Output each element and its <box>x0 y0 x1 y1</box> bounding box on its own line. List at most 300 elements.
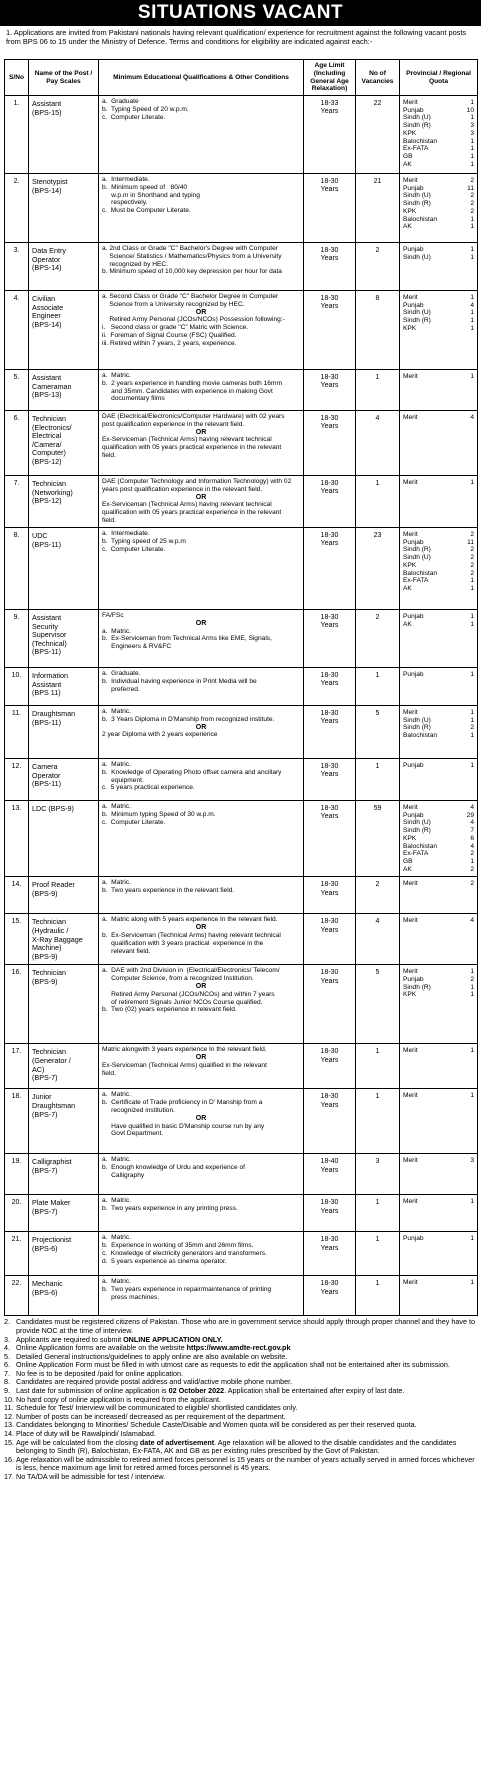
row-age-limit: 18-30 Years <box>304 528 356 610</box>
quota-region: Sindh (R) <box>403 122 431 130</box>
quota-count: 1 <box>470 317 474 325</box>
row-vacancies: 23 <box>356 528 400 610</box>
qualification-line: b. Minimum speed of 10,000 key depression per hour for data <box>102 268 282 276</box>
note-text-part: . Age relaxation will be allowed to the disable candidates and the candidates belonging to Sindh (R), Balochistan, Ex-FATA, AK and GB as per existing rules prescribed by the Govt of Pakistan. <box>16 1437 457 1456</box>
qualification-line: Ex-Serviceman (Technical Arms) qualified in the relevant field. <box>102 1061 267 1077</box>
qualification-line: ii. Foreman of Signal Course (FSC) Qualified. <box>102 331 237 339</box>
quota-count: 11 <box>467 184 474 192</box>
row-sno: 11. <box>5 706 29 759</box>
quota-region: Sindh (R) <box>403 546 431 554</box>
row-quota <box>400 1089 478 1154</box>
header-quota: Provincial / Regional Quota <box>400 60 478 96</box>
quota-count: 4 <box>470 842 474 850</box>
note-number: 3. <box>4 1334 10 1344</box>
quota-region: Ex-FATA <box>403 850 429 858</box>
row-post-name: Data Entry Operator (BPS-14) <box>29 243 99 291</box>
table-row <box>5 668 478 706</box>
quota-region: GB <box>403 152 413 160</box>
quota-count: 1 <box>470 253 474 261</box>
quota-count: 1 <box>470 577 474 585</box>
row-quota <box>400 1154 478 1195</box>
quota-entry <box>403 161 474 169</box>
quota-region: KPK <box>403 561 417 569</box>
table-row <box>5 1044 478 1089</box>
qualification-line: i. Second class or grade "C" Matric with Science. <box>102 324 249 332</box>
quota-entry <box>403 223 474 231</box>
quota-count: 1 <box>470 309 474 317</box>
row-qualifications <box>99 1089 304 1154</box>
quota-entry <box>403 153 474 161</box>
row-age-limit: 18-30 Years <box>304 1089 356 1154</box>
note-number: 11. <box>4 1403 14 1413</box>
note-text-part: Last date for submission of online application is <box>16 1386 169 1396</box>
row-qualifications <box>99 528 304 610</box>
row-sno: 8. <box>5 528 29 610</box>
quota-entry <box>403 208 474 216</box>
note-text-part: Place of duty will be Rawalpindi/ Islamabad. <box>16 1429 156 1439</box>
qualification-or: OR <box>195 428 207 436</box>
row-post-name: Assistant Security Supervisor (Technical) (BPS-11) <box>29 610 99 668</box>
table-row <box>5 96 478 174</box>
row-post-name: Technician (BPS-9) <box>29 965 99 1044</box>
row-post-name: Mechanic (BPS-6) <box>29 1276 99 1316</box>
header-age-limit: Age Limit (Including General Age Relaxation) <box>304 60 356 96</box>
qualification-line: b. Knowledge of Operating Photo offset camera and ancillary equipment. <box>102 768 282 784</box>
quota-entry <box>403 309 474 317</box>
quota-region: AK <box>403 160 412 168</box>
notes-list <box>0 1316 481 1481</box>
quota-region: Merit <box>403 99 418 106</box>
quota-entry <box>403 325 474 333</box>
qualification-line: b. Ex-Serviceman from Technical Arms like EME, Signals, Engineers & RV&FC <box>102 635 272 651</box>
qualification-line: a. Intermediate. <box>102 176 150 183</box>
qualification-line: a. Matric. <box>102 627 131 635</box>
vacancy-table <box>4 59 478 1316</box>
quota-entry <box>403 917 474 925</box>
table-row <box>5 411 478 476</box>
row-quota <box>400 914 478 965</box>
qualification-line: b. Minimum typing Speed of 30 w.p.m. <box>102 810 216 818</box>
row-qualifications <box>99 610 304 668</box>
note-number: 7. <box>4 1368 10 1378</box>
row-vacancies: 1 <box>356 1195 400 1232</box>
note-number: 8. <box>4 1377 10 1387</box>
quota-count: 1 <box>470 1279 474 1287</box>
note-emphasis: ONLINE APPLICATION ONLY. <box>123 1334 223 1344</box>
row-sno: 7. <box>5 476 29 528</box>
quota-region: KPK <box>403 834 417 842</box>
note-number: 13. <box>4 1420 14 1430</box>
qualification-line: c. Computer Literate. <box>102 113 166 121</box>
row-sno: 12. <box>5 759 29 801</box>
quota-region: Sindh (U) <box>403 253 431 261</box>
note-number: 6. <box>4 1360 10 1370</box>
quota-count: 1 <box>470 160 474 168</box>
qualification-line: a. Matric. <box>102 1197 131 1205</box>
quota-region: Merit <box>403 294 418 301</box>
quota-entry <box>403 671 474 679</box>
table-row <box>5 706 478 759</box>
quota-count: 1 <box>470 709 474 716</box>
quota-entry <box>403 531 474 539</box>
quota-region: Punjab <box>403 811 424 819</box>
quota-region: AK <box>403 865 412 873</box>
row-vacancies: 1 <box>356 1044 400 1089</box>
note-number: 16. <box>4 1454 14 1464</box>
note-text-part: Age relaxation will be admissible to retired armed forces personnel is 15 years or the number of years actually served in armed forces whichever is less, hence maximum age limit for retired armed forces personnel is 45 years. <box>16 1454 475 1473</box>
qualification-line: a. Matric. <box>102 761 131 768</box>
quota-region: Punjab <box>403 301 424 309</box>
quota-region: Merit <box>403 804 418 811</box>
row-qualifications <box>99 243 304 291</box>
quota-entry <box>403 570 474 578</box>
quota-count: 2 <box>470 976 474 984</box>
row-post-name: Draughtsman (BPS-11) <box>29 706 99 759</box>
row-quota <box>400 243 478 291</box>
header-qualifications: Minimum Educational Qualifications & Other Conditions <box>99 60 304 96</box>
row-age-limit: 18-30 Years <box>304 291 356 370</box>
quota-region: Punjab <box>403 538 424 546</box>
quota-count: 4 <box>470 301 474 309</box>
quota-count: 1 <box>470 137 474 145</box>
row-sno: 20. <box>5 1195 29 1232</box>
quota-entry <box>403 850 474 858</box>
note-text <box>16 1439 477 1456</box>
row-age-limit: 18-30 Years <box>304 914 356 965</box>
quota-count: 2 <box>470 531 474 538</box>
row-age-limit: 18-30 Years <box>304 801 356 877</box>
quota-region: Merit <box>403 373 418 380</box>
quota-entry <box>403 1198 474 1206</box>
qualification-line: b. Typing Speed of 20 w.p.m. <box>102 105 189 113</box>
quota-region: Sindh (R) <box>403 827 431 835</box>
quota-entry <box>403 554 474 562</box>
qualification-or: OR <box>195 1054 207 1062</box>
quota-entry <box>403 984 474 992</box>
note-number: 17. <box>4 1472 14 1482</box>
quota-count: 1 <box>470 716 474 724</box>
row-age-limit: 18-30 Years <box>304 1044 356 1089</box>
qualification-line: c. Knowledge of electricity generators and transformers. <box>102 1249 267 1257</box>
quota-entry <box>403 107 474 115</box>
table-row <box>5 1276 478 1316</box>
quota-count: 1 <box>470 1047 474 1055</box>
row-qualifications <box>99 1232 304 1276</box>
row-sno: 16. <box>5 965 29 1044</box>
note-text-part: Online Application forms are available on the website <box>16 1343 187 1353</box>
note-text-part: Candidates belonging to Minorities/ Schedule Caste/Disable and Women quota will be considered as per their reserved quota. <box>16 1420 417 1430</box>
quota-entry <box>403 880 474 888</box>
quota-entry <box>403 968 474 976</box>
row-vacancies: 5 <box>356 965 400 1044</box>
note-text-part: No TA/DA will be admissible for test / interview. <box>16 1472 166 1482</box>
quota-entry <box>403 724 474 732</box>
table-row <box>5 528 478 610</box>
header-vacancies: No of Vacancies <box>356 60 400 96</box>
qualification-line: 2 year Diploma with 2 years experience <box>102 731 218 739</box>
note-text-part: . Application shall be entertained after expiry of last date. <box>224 1386 405 1396</box>
row-quota <box>400 1195 478 1232</box>
quota-count: 1 <box>470 732 474 740</box>
quota-entry <box>403 302 474 310</box>
row-qualifications <box>99 370 304 411</box>
qualification-line: a. Matric. <box>102 803 131 810</box>
quota-region: Merit <box>403 414 418 421</box>
note-number: 10. <box>4 1394 14 1404</box>
quota-entry <box>403 812 474 820</box>
quota-entry <box>403 762 474 770</box>
row-qualifications <box>99 801 304 877</box>
row-age-limit: 18-30 Years <box>304 174 356 243</box>
quota-count: 1 <box>470 991 474 999</box>
row-age-limit: 18-30 Years <box>304 411 356 476</box>
note-item <box>4 1439 477 1456</box>
qualification-line: a. DAE with 2nd Division in (Electrical/Electronics/ Telecom/ Computer Science, from a recognized Institution. <box>102 967 280 983</box>
page-title: SITUATIONS VACANT <box>0 0 481 26</box>
quota-entry <box>403 709 474 717</box>
quota-region: Sindh (U) <box>403 192 431 200</box>
quota-count: 1 <box>470 762 474 769</box>
qualification-line: DAE (Computer Technology and Information Technology) with 02 years post qualification experience in the relevant field. <box>102 478 292 493</box>
row-quota <box>400 706 478 759</box>
quota-count: 1 <box>470 620 474 628</box>
note-text-part: Detailed General instructions/guidelines to apply online are also available on website. <box>16 1351 288 1361</box>
row-quota <box>400 1232 478 1276</box>
row-age-limit: 18-40 Years <box>304 1154 356 1195</box>
qualification-line: a. Matric. <box>102 708 131 715</box>
table-header-row <box>5 60 478 96</box>
quota-entry <box>403 373 474 381</box>
qualification-line: c. Computer Literate. <box>102 818 166 826</box>
row-vacancies: 2 <box>356 877 400 914</box>
quota-region: Ex-FATA <box>403 577 429 585</box>
quota-count: 4 <box>470 819 474 827</box>
quota-region: KPK <box>403 129 417 137</box>
row-quota <box>400 610 478 668</box>
row-vacancies: 8 <box>356 291 400 370</box>
table-row <box>5 291 478 370</box>
row-post-name: Camera Operator (BPS-11) <box>29 759 99 801</box>
row-qualifications <box>99 1154 304 1195</box>
row-sno: 13. <box>5 801 29 877</box>
qualification-or: OR <box>195 924 207 932</box>
row-sno: 18. <box>5 1089 29 1154</box>
row-vacancies: 21 <box>356 174 400 243</box>
row-sno: 9. <box>5 610 29 668</box>
quota-count: 2 <box>470 192 474 200</box>
row-qualifications <box>99 476 304 528</box>
table-row <box>5 914 478 965</box>
row-post-name: Technician (Networking) (BPS-12) <box>29 476 99 528</box>
quota-count: 1 <box>470 324 474 332</box>
row-age-limit: 18-30 Years <box>304 476 356 528</box>
qualification-line: a. Matric. <box>102 1278 131 1286</box>
note-text <box>16 1473 477 1482</box>
qualification-line: a. Matric. <box>102 1156 131 1164</box>
quota-entry <box>403 717 474 725</box>
quota-region: Sindh (R) <box>403 983 431 991</box>
note-number: 12. <box>4 1411 14 1421</box>
quota-region: Sindh (R) <box>403 724 431 732</box>
row-age-limit: 18-30 Years <box>304 877 356 914</box>
quota-entry <box>403 1279 474 1287</box>
row-qualifications <box>99 291 304 370</box>
qualification-line: a. Graduate <box>102 98 139 105</box>
quota-entry <box>403 843 474 851</box>
quota-count: 1 <box>470 968 474 976</box>
row-vacancies: 1 <box>356 668 400 706</box>
qualification-line: b. Minimum speed of 80/40 w.p.m in Shorthand and typing respectively. <box>102 183 200 207</box>
qualification-or: OR <box>195 619 207 627</box>
quota-entry <box>403 138 474 146</box>
row-post-name: LDC (BPS-9) <box>29 801 99 877</box>
quota-count: 1 <box>470 223 474 231</box>
table-row <box>5 174 478 243</box>
header-sno: S/No <box>5 60 29 96</box>
row-sno: 4. <box>5 291 29 370</box>
quota-region: Punjab <box>403 106 424 114</box>
note-text-part: Age will be calculated from the closing <box>16 1437 140 1447</box>
row-post-name: Calligraphist (BPS-7) <box>29 1154 99 1195</box>
quota-region: Punjab <box>403 613 424 620</box>
row-post-name: UDC (BPS-11) <box>29 528 99 610</box>
row-vacancies: 5 <box>356 706 400 759</box>
note-text-part: Online Application Form must be filled in with utmost care as requests to edit the application shall not be entertained after its submission. <box>16 1360 450 1370</box>
quota-region: Sindh (U) <box>403 114 431 122</box>
quota-count: 6 <box>470 834 474 842</box>
row-quota <box>400 370 478 411</box>
quota-region: Punjab <box>403 246 424 253</box>
quota-count: 1 <box>470 613 474 620</box>
qualification-line: b. Two (02) years experience in relevant field. <box>102 1006 237 1014</box>
row-quota <box>400 1044 478 1089</box>
row-vacancies: 4 <box>356 914 400 965</box>
row-quota <box>400 174 478 243</box>
row-qualifications <box>99 1044 304 1089</box>
row-age-limit: 18-30 Years <box>304 1195 356 1232</box>
row-sno: 19. <box>5 1154 29 1195</box>
row-age-limit: 18-30 Years <box>304 706 356 759</box>
quota-entry <box>403 539 474 547</box>
quota-count: 10 <box>466 106 474 114</box>
quota-entry <box>403 145 474 153</box>
row-qualifications <box>99 668 304 706</box>
note-text-part: Applicants are required to submit <box>16 1334 124 1344</box>
row-post-name: Civilian Associate Engineer (BPS-14) <box>29 291 99 370</box>
qualification-line: Ex-Serviceman (Technical Arms) having relevant technical qualification with 05 years practical experience in the relevant field. <box>102 501 282 524</box>
table-row <box>5 476 478 528</box>
quota-count: 1 <box>470 1092 474 1100</box>
quota-entry <box>403 819 474 827</box>
row-quota <box>400 759 478 801</box>
qualification-line: a. Matric. <box>102 1091 131 1099</box>
quota-region: Punjab <box>403 184 424 192</box>
table-row <box>5 1154 478 1195</box>
row-post-name: Assistant Cameraman (BPS-13) <box>29 370 99 411</box>
quota-entry <box>403 621 474 629</box>
quota-entry <box>403 1157 474 1165</box>
quota-region: Punjab <box>403 762 424 769</box>
quota-entry <box>403 976 474 984</box>
qualification-line: a. Intermediate. <box>102 530 150 537</box>
quota-count: 7 <box>470 827 474 835</box>
row-sno: 17. <box>5 1044 29 1089</box>
quota-count: 1 <box>470 584 474 592</box>
row-post-name: Stenotypist (BPS-14) <box>29 174 99 243</box>
quota-region: Sindh (U) <box>403 819 431 827</box>
quota-entry <box>403 317 474 325</box>
row-qualifications <box>99 965 304 1044</box>
qualification-line: iii. Retired within 7 years, 2 years, experience. <box>102 339 237 347</box>
qualification-line: Have qualified in basic D'Manship course run by any Govt Department. <box>111 1122 265 1138</box>
quota-count: 1 <box>470 373 474 380</box>
quota-region: Merit <box>403 1047 418 1055</box>
note-text-part: Candidates must be registered citizens of Pakistan. Those who are in government service should apply through proper channel and they have to provide NOC at the time of interview. <box>16 1317 475 1335</box>
row-sno: 2. <box>5 174 29 243</box>
quota-count: 3 <box>470 129 474 137</box>
quota-entry <box>403 130 474 138</box>
row-sno: 10. <box>5 668 29 706</box>
quota-entry <box>403 1047 474 1055</box>
note-number: 15. <box>4 1437 14 1447</box>
note-emphasis: https://www.amdte-rect.gov.pk <box>186 1343 291 1353</box>
quota-region: Sindh (U) <box>403 716 431 724</box>
quota-region: Sindh (R) <box>403 317 431 325</box>
quota-entry <box>403 414 474 422</box>
quota-entry <box>403 562 474 570</box>
row-vacancies: 4 <box>356 411 400 476</box>
qualification-line: c. Must be Computer Literate. <box>102 207 191 215</box>
row-post-name: Technician (Electronics/ Electrical /Camera/ Computer) (BPS-12) <box>29 411 99 476</box>
qualification-line: c. Computer Literate. <box>102 545 166 553</box>
qualification-or: OR <box>195 1114 207 1122</box>
note-text <box>16 1318 477 1335</box>
note-text-part: Candidates are required provide postal address and valid/active mobile phone number. <box>16 1377 293 1387</box>
quota-entry <box>403 546 474 554</box>
row-qualifications <box>99 877 304 914</box>
row-age-limit: 18-30 Years <box>304 1276 356 1316</box>
row-sno: 15. <box>5 914 29 965</box>
quota-entry <box>403 1092 474 1100</box>
row-vacancies: 1 <box>356 1089 400 1154</box>
quota-region: Balochistan <box>403 732 438 740</box>
quota-entry <box>403 114 474 122</box>
qualification-line: b. 2 years experience in handling movie cameras both 16mm and 35mm. Candidates with experience in making Govt documentary films <box>102 379 282 403</box>
quota-entry <box>403 732 474 740</box>
row-qualifications <box>99 914 304 965</box>
row-post-name: Assistant (BPS-15) <box>29 96 99 174</box>
table-row <box>5 801 478 877</box>
note-number: 5. <box>4 1351 10 1361</box>
qualification-or: OR <box>195 308 207 316</box>
quota-region: Balochistan <box>403 569 438 577</box>
qualification-line: b. Typing speed of 25 w.p.m <box>102 537 186 545</box>
quota-count: 1 <box>470 215 474 223</box>
quota-entry <box>403 246 474 254</box>
qualification-line: b. Two years experience in the relevant field. <box>102 887 235 895</box>
quota-region: Merit <box>403 177 418 184</box>
quota-entry <box>403 177 474 185</box>
qualification-line: a. Matric along with 5 years experience In the relevant field. <box>102 916 278 924</box>
quota-entry <box>403 585 474 593</box>
note-text-part: No hard copy of online application is required from the applicant. <box>16 1394 221 1404</box>
qualification-line: c. 5 years practical experience. <box>102 784 195 792</box>
row-age-limit: 18-30 Years <box>304 370 356 411</box>
row-vacancies: 22 <box>356 96 400 174</box>
row-quota <box>400 801 478 877</box>
quota-count: 3 <box>470 1157 474 1165</box>
row-qualifications <box>99 706 304 759</box>
